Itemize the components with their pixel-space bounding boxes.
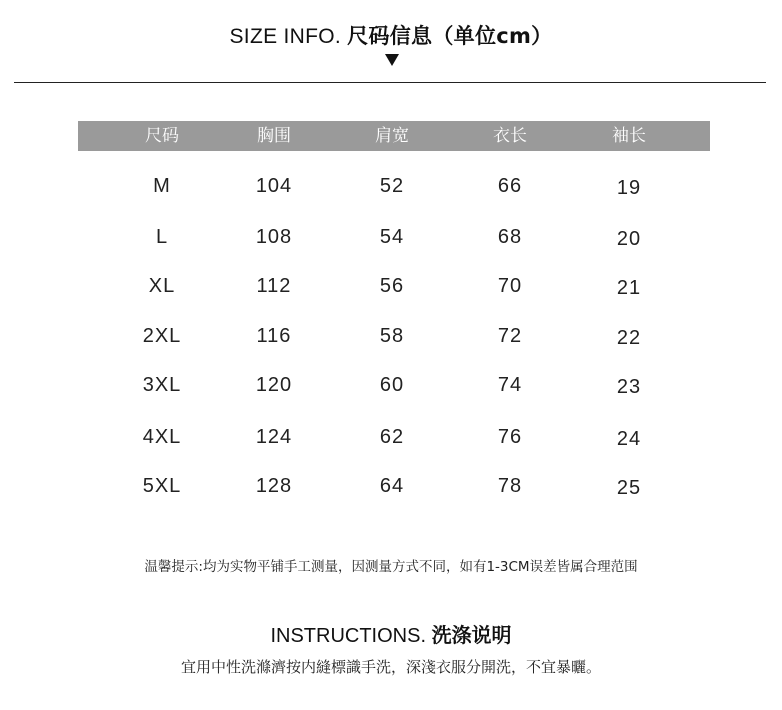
divider	[14, 82, 766, 83]
size-info-title-en: SIZE INFO.	[229, 25, 342, 48]
table-cell: 3XL	[142, 374, 182, 396]
table-cell: 24	[616, 428, 642, 450]
table-cell: 64	[379, 475, 405, 497]
table-cell: 23	[616, 376, 642, 398]
instructions-text: 宜用中性洗滌濟按内縫標識手洗，深淺衣服分開洗，不宜暴曬。	[180, 658, 601, 676]
table-cell: 104	[255, 175, 293, 197]
column-header-chest: 胸围	[257, 126, 291, 146]
table-cell: 25	[616, 477, 642, 499]
table-cell: 19	[616, 177, 642, 199]
table-cell: 62	[379, 426, 405, 448]
table-cell: 5XL	[142, 475, 182, 497]
table-cell: 22	[616, 327, 642, 349]
table-cell: 4XL	[142, 426, 182, 448]
table-cell: 56	[379, 275, 405, 297]
table-cell: 74	[497, 374, 523, 396]
table-cell: 128	[255, 475, 293, 497]
table-cell: 66	[497, 175, 523, 197]
down-arrow-icon	[385, 54, 399, 66]
table-cell: 52	[379, 175, 405, 197]
table-cell: M	[153, 175, 171, 197]
instructions-title-cn: 洗涤说明	[431, 623, 512, 647]
table-row	[78, 471, 710, 501]
table-cell: 112	[256, 275, 292, 297]
column-header-sleeve: 袖长	[612, 126, 646, 146]
table-cell: 72	[497, 325, 523, 347]
column-header-size: 尺码	[145, 126, 179, 146]
table-row	[78, 321, 710, 351]
table-cell: 116	[256, 325, 292, 347]
column-header-length: 衣长	[493, 126, 527, 146]
table-cell: 2XL	[142, 325, 182, 347]
table-cell: 54	[379, 226, 405, 248]
instructions-title-en: INSTRUCTIONS.	[270, 625, 426, 647]
table-cell: 76	[497, 426, 523, 448]
table-row	[78, 370, 710, 400]
table-cell: 60	[379, 374, 405, 396]
table-header	[78, 121, 710, 151]
table-cell: 58	[379, 325, 405, 347]
measurement-note: 温馨提示:均为实物平铺手工测量，因测量方式不同，如有1-3CM误差皆属合理范围	[144, 559, 638, 575]
instructions-title	[0, 619, 782, 648]
table-row	[78, 222, 710, 252]
table-row	[78, 422, 710, 452]
table-row	[78, 171, 710, 201]
table-cell: 108	[255, 226, 293, 248]
table-cell: 124	[255, 426, 293, 448]
column-header-shoulder: 肩宽	[375, 126, 409, 146]
table-cell: L	[155, 226, 169, 248]
table-cell: 20	[616, 228, 642, 250]
table-row	[78, 271, 710, 301]
size-info-title-cn: 尺码信息（单位cm）	[347, 24, 553, 48]
table-cell: 70	[497, 275, 523, 297]
size-table	[78, 121, 710, 499]
size-info-title	[0, 20, 782, 50]
table-cell: XL	[148, 275, 176, 297]
table-cell: 21	[616, 277, 642, 299]
table-cell: 120	[255, 374, 293, 396]
table-cell: 78	[497, 475, 523, 497]
table-cell: 68	[497, 226, 523, 248]
